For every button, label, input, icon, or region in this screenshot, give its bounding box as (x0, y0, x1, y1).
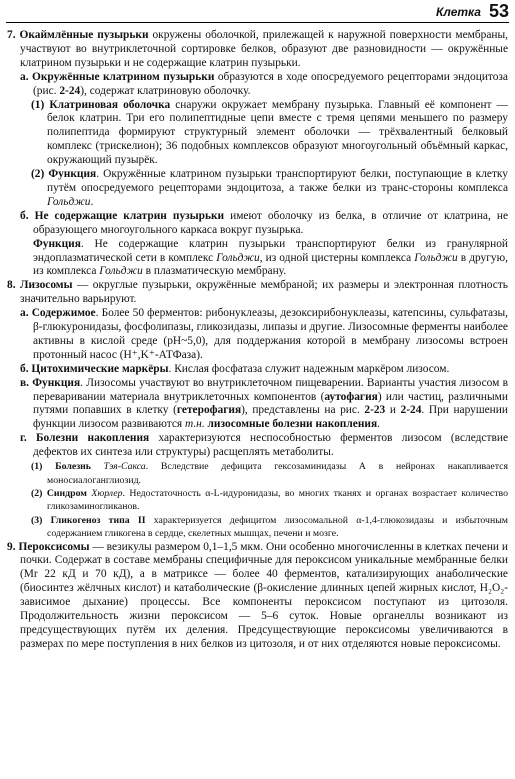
text-run: снаружи окружает мембрану пузырька. Главный её компонент — белок клатрин. Три его полипептидные цепи вместе с тремя цепями меньшего по размеру полипептида формируют структурный элемент оболочки — трёхвалентный белковый комплекс (трискелион); 36 подобных комплексов образуют многоугольный объёмный каркас, окружающий пузырёк. (47, 98, 508, 167)
bold-term: Болезни накопления (36, 432, 150, 445)
item-number: 7. (7, 29, 20, 41)
item-label: (3) (31, 514, 51, 526)
italic-term: Гольджи (414, 251, 458, 264)
item-label: б. (20, 209, 35, 222)
text-run: . (90, 195, 94, 208)
text-run: . Лизосомы участвуют во внутриклеточном пищеварении. Варианты участия лизосом в переваривании материала внутриклеточных компонентов ( (33, 376, 508, 403)
text-run: — везикулы размером 0,1–1,5 мкм. Они особенно многочисленны в клетках печени и почки. Содержат в составе мембраны специфичные для пероксисом уникальные мембранные белки (Mr 22 кД и 70 кД), а в матриксе — более 40 ферментов, катализирующих анаболические (биосинтез жёлчных кислот) и катаболические (β-окисление длинных цепей жирных кислот, H₂O₂-зависимое дыхание) процессы. Все компоненты пероксисом поступают из цитозоля. Продолжительность жизни пероксисом — 5–6 суток. Новые органеллы возникают из предсуществующих путём их деления. Предсуществующие пероксисомы увеличиваются в размерах по мере поступления в них белков из цитозоля, и от них отделяются новые пероксисомы. (20, 540, 509, 650)
italic-term: Тэя-Сакса (103, 461, 146, 473)
bold-term: Функция (32, 376, 81, 389)
text-run: в плазматическую мембрану. (142, 265, 287, 278)
item-number: 8. (7, 279, 21, 292)
item-label: в. (20, 376, 33, 389)
item-label: (1) (31, 98, 50, 111)
text-run: имеют оболочку из белка, в отличие от клатрина, не образующего многоугольного каркаса вокруг пузырька. (33, 209, 508, 236)
text-run: . Кислая фосфатаза служит надежным маркёром лизосом. (168, 362, 450, 375)
text-run: ) или частиц, различными путями попавших в клетку ( (33, 390, 508, 417)
bold-term: Клатриновая оболочка (49, 98, 171, 111)
text-run: . Более 50 ферментов: рибонуклеазы, дезоксирибонуклеазы, катепсины, сульфатазы, β-глюкуронидазы, фосфолипазы, гликозидазы, липазы и другие. Лизосомные ферменты наиболее активны в кислой среде (pH~5,0), для поддержания которой в мембрану лизосомы встроен протонный насос (H⁺,K⁺-АТФаза). (33, 307, 508, 361)
bold-term: Окружённые клатрином пузырьки (31, 70, 215, 83)
bold-term: гетерофагия (176, 404, 242, 417)
text-run: в другую, из комплекса (33, 251, 508, 278)
bold-term: Болезнь (55, 461, 104, 473)
text-run: . При нарушении функции лизосом развиваются (33, 404, 508, 431)
italic-term: Гольджи (47, 195, 91, 208)
text-run: . (377, 418, 380, 431)
bold-term: 2-23 (364, 404, 386, 417)
bold-term: Содержимое (31, 307, 96, 320)
bold-term: 2-24 (59, 84, 81, 97)
text-run: ), содержат клатриновую оболочку. (80, 84, 251, 97)
item-label: б. (20, 362, 32, 375)
bold-term: лизосомные болезни накопления (207, 418, 378, 431)
paragraph (7, 363, 508, 377)
text-run: — округлые пузырьки, окружённые мембраной; их размеры и электронная плотность значительно варьируют. (20, 279, 508, 306)
bold-term: Не содержащие клатрин пузырьки (34, 209, 225, 222)
paragraph (7, 29, 508, 71)
bold-term: Синдром (46, 487, 92, 499)
page-body (7, 29, 508, 652)
item-number: 9. (7, 540, 19, 553)
paragraph (7, 210, 508, 238)
bold-term: Лизосомы (20, 279, 73, 292)
item-label: а. (20, 70, 32, 83)
text-run: . Вследствие дефицита гексозаминидазы А в нейронах накапливается моносиалоганглиозид. (47, 461, 508, 486)
paragraph (7, 238, 508, 280)
text-run: . Недостаточность α-L-идуронидазы, во многих тканях и органах возрастает количество гликозаминогликанов. (47, 487, 509, 513)
item-label: (1) (31, 461, 56, 473)
bold-term: Функция (33, 237, 81, 250)
item-label: г. (20, 432, 37, 445)
italic-term: Гольджи (99, 265, 143, 278)
paragraph (7, 377, 508, 433)
paragraph (7, 307, 508, 363)
text-run: окружены оболочкой, прилежащей к наружной поверхности мембраны, участвуют во внутриклеточной сортировке белков, образуют две разновидности — окружённые клатрином пузырьки и не содержащие клатрин пузырьки. (20, 29, 508, 69)
paragraph (7, 541, 508, 652)
text-run: . Не содержащие клатрин пузырьки транспортируют белки из гранулярной эндоплазматической сети в комплекс (33, 237, 508, 264)
text-run: ), представлены на рис. (241, 404, 365, 417)
italic-term: т.н. (184, 418, 205, 431)
paragraph (7, 99, 508, 169)
italic-term: Хюрлер (91, 487, 123, 499)
bold-term: аутофагия (324, 390, 378, 403)
text-run: и (385, 404, 401, 417)
item-label: (2) (31, 487, 47, 499)
paragraph (7, 279, 508, 307)
page-number: 53 (488, 1, 509, 21)
paragraph (7, 432, 508, 460)
item-label: (2) (31, 168, 49, 181)
paragraph (7, 460, 508, 487)
text-run: , из одной цистерны комплекса (259, 251, 415, 264)
item-label: а. (20, 307, 32, 320)
text-run: характеризуются неспособностью ферментов лизосом (вследствие дефектов их синтеза или структуры) расщеплять метаболиты. (33, 432, 508, 459)
text-run: образуются в ходе опосредуемого рецепторами эндоцитоза (рис. (33, 70, 508, 97)
text-run: характеризуется дефицитом лизосомальной α-1,4-глюкозидазы и избыточным содержанием гликогена в сердце, скелетных мышцах, печени и мозге. (47, 514, 509, 540)
bold-term: 2-24 (400, 404, 422, 417)
bold-term: Функция (48, 168, 97, 181)
text-run: . Окружённые клатрином пузырьки транспортируют белки, поступающие в клетку путём опосредуемого рецепторами эндоцитоза, а также белки из транс-стороны комплекса (47, 168, 508, 194)
italic-term: Гольджи (216, 251, 260, 264)
bold-term: Окаймлённые пузырьки (19, 29, 149, 41)
paragraph (7, 514, 508, 541)
bold-term: Пероксисомы (18, 540, 90, 553)
page-header (6, 0, 509, 23)
paragraph (7, 487, 508, 514)
paragraph (7, 168, 508, 210)
running-title: Клетка (436, 5, 481, 19)
paragraph (7, 71, 508, 99)
bold-term: Гликогеноз типа II (50, 514, 146, 526)
bold-term: Цитохимические маркёры (31, 362, 169, 375)
